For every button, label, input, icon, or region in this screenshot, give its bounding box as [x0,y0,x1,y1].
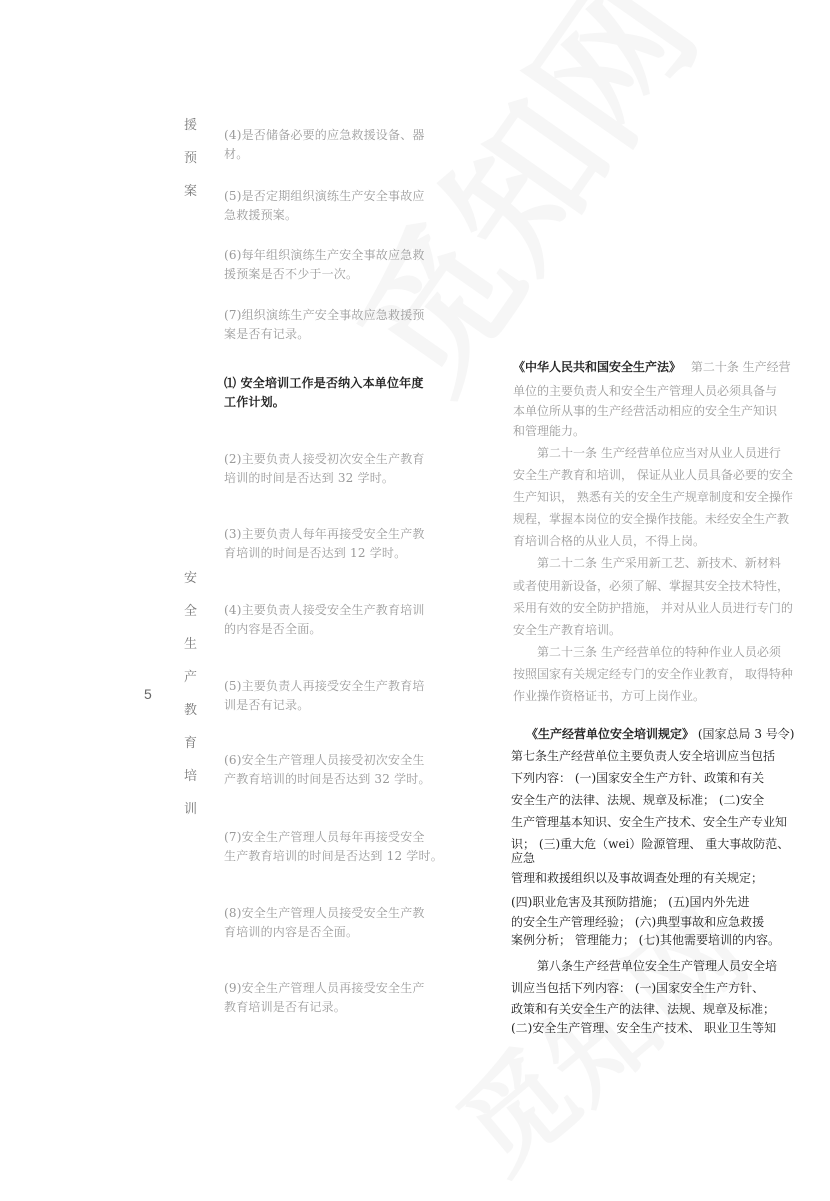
checklist-item-highlighted: ⑴ 安全培训工作是否纳入本单位年度 工作计划。 [224,376,424,409]
article-line: 育培训合格的从业人员，不得上岗。 [513,534,706,548]
row-number: 5 [144,686,152,702]
checklist-item: (9)安全生产管理人员再接受安全生产 教育培训是否有记录。 [224,981,425,1014]
article-line: 作业操作资格证书，方可上岗作业。 [513,689,706,703]
regulation-line: 的安全生产管理经验； (六)典型事故和应急救援 [511,915,765,929]
regulation-line: 管理和救援组织以及事故调查处理的有关规定； [511,871,764,885]
regulation-line: 第七条生产经营单位主要负责人安全培训应当包括 [511,749,776,763]
article-line: 或者使用新设备，必须了解、掌握其安全技术特性， [513,579,790,593]
checklist-item: (5)主要负责人再接受安全生产教育培 训是否有记录。 [224,679,425,712]
regulation-line: 生产管理基本知识、安全生产技术、安全生产专业知 [511,815,788,829]
checklist-item: (6)安全生产管理人员接受初次安全生 产教育培训的时间是否达到 32 学时。 [224,753,431,786]
regulation-line: 案例分析； 管理能力； (七)其他需要培训的内容。 [511,933,780,947]
category-char: 生 [184,637,198,652]
article-line: 第二十一条 生产经营单位应当对从业人员进行 [537,446,781,460]
category-char: 产 [184,670,198,685]
article-line: 单位的主要负责人和安全生产管理人员必须具备与 [513,384,778,398]
law-title-line [513,357,791,377]
category-char: 援 [184,118,198,133]
regulation-line: (二)安全生产管理、安全生产技术、 职业卫生等知 [511,1021,777,1035]
regulation-title-line [526,724,794,744]
article-line: 按照国家有关规定经专门的安全作业教育， 取得特种 [513,667,793,681]
category-char: 育 [184,736,198,751]
article-line: 安全生产教育和培训， 保证从业人员具备必要的安全 [513,468,793,482]
regulation-line: 训应当包括下列内容： (一)国家安全生产方针、 [511,981,765,995]
regulation-title: 《生产经营单位安全培训规定》 [526,727,695,741]
regulation-line: 安全生产的法律、法规、规章及标准； (二)安全 [511,793,765,807]
checklist-item: (4)主要负责人接受安全生产教育培训 的内容是否全面。 [224,603,425,636]
category-char: 案 [184,184,198,199]
regulation-line: 识； (三)重大危（wei）险源管理、 重大事故防范、 [511,837,790,851]
article-line: 第二十三条 生产经营单位的特种作业人员必须 [537,645,781,659]
category-char: 培 [184,769,198,784]
checklist-item: (2)主要负责人接受初次安全生产教育 培训的时间是否达到 32 学时。 [224,452,425,485]
regulation-suffix: (国家总局 3 号令) [697,727,795,741]
category-char: 全 [184,604,198,619]
category-char: 教 [184,703,198,718]
checklist-item: (4)是否储备必要的应急救援设备、器 材。 [224,128,425,161]
category-char: 安 [184,571,198,586]
law-title: 《中华人民共和国安全生产法》 [513,360,682,374]
article-line: 第二十二条 生产采用新工艺、新技术、新材料 [537,556,781,570]
checklist-item: (7)安全生产管理人员每年再接受安全 生产教育培训的时间是否达到 12 学时。 [224,830,443,863]
article-line: 生产知识， 熟悉有关的安全生产规章制度和安全操作 [513,490,793,504]
article-line: 本单位所从事的生产经营活动相应的安全生产知识 [513,404,778,418]
checklist-item: (6)每年组织演练生产安全事故应急救 援预案是否不少于一次。 [224,248,425,281]
article-line: 规程，掌握本岗位的安全操作技能。未经安全生产教 [513,512,790,526]
article-line: 安全生产教育培训。 [513,623,622,637]
checklist-item: (3)主要负责人每年再接受安全生产教 育培训的时间是否达到 12 学时。 [224,527,425,560]
regulation-line: 政策和有关安全生产的法律、法规、规章及标准； [511,1002,776,1016]
article-line: 采用有效的安全防护措施， 并对从业人员进行专门的 [513,601,793,615]
regulation-line: 第八条生产经营单位安全生产管理人员安全培 [537,959,778,973]
category-char: 预 [184,151,198,166]
article-20-head: 第二十条 生产经营 [690,360,791,374]
article-line: 和管理能力。 [513,424,586,438]
checklist-item: (5)是否定期组织演练生产安全事故应 急救援预案。 [224,189,425,222]
regulation-line: 应急 [511,851,536,865]
checklist-item: (7)组织演练生产安全事故应急救援预 案是否有记录。 [224,308,425,341]
regulation-line: (四)职业危害及其预防措施； (五)国内外先进 [511,895,750,909]
regulation-line: 下列内容： (一)国家安全生产方针、政策和有关 [511,771,765,785]
checklist-item: (8)安全生产管理人员接受安全生产教 育培训的内容是否全面。 [224,906,425,939]
category-char: 训 [184,802,198,817]
